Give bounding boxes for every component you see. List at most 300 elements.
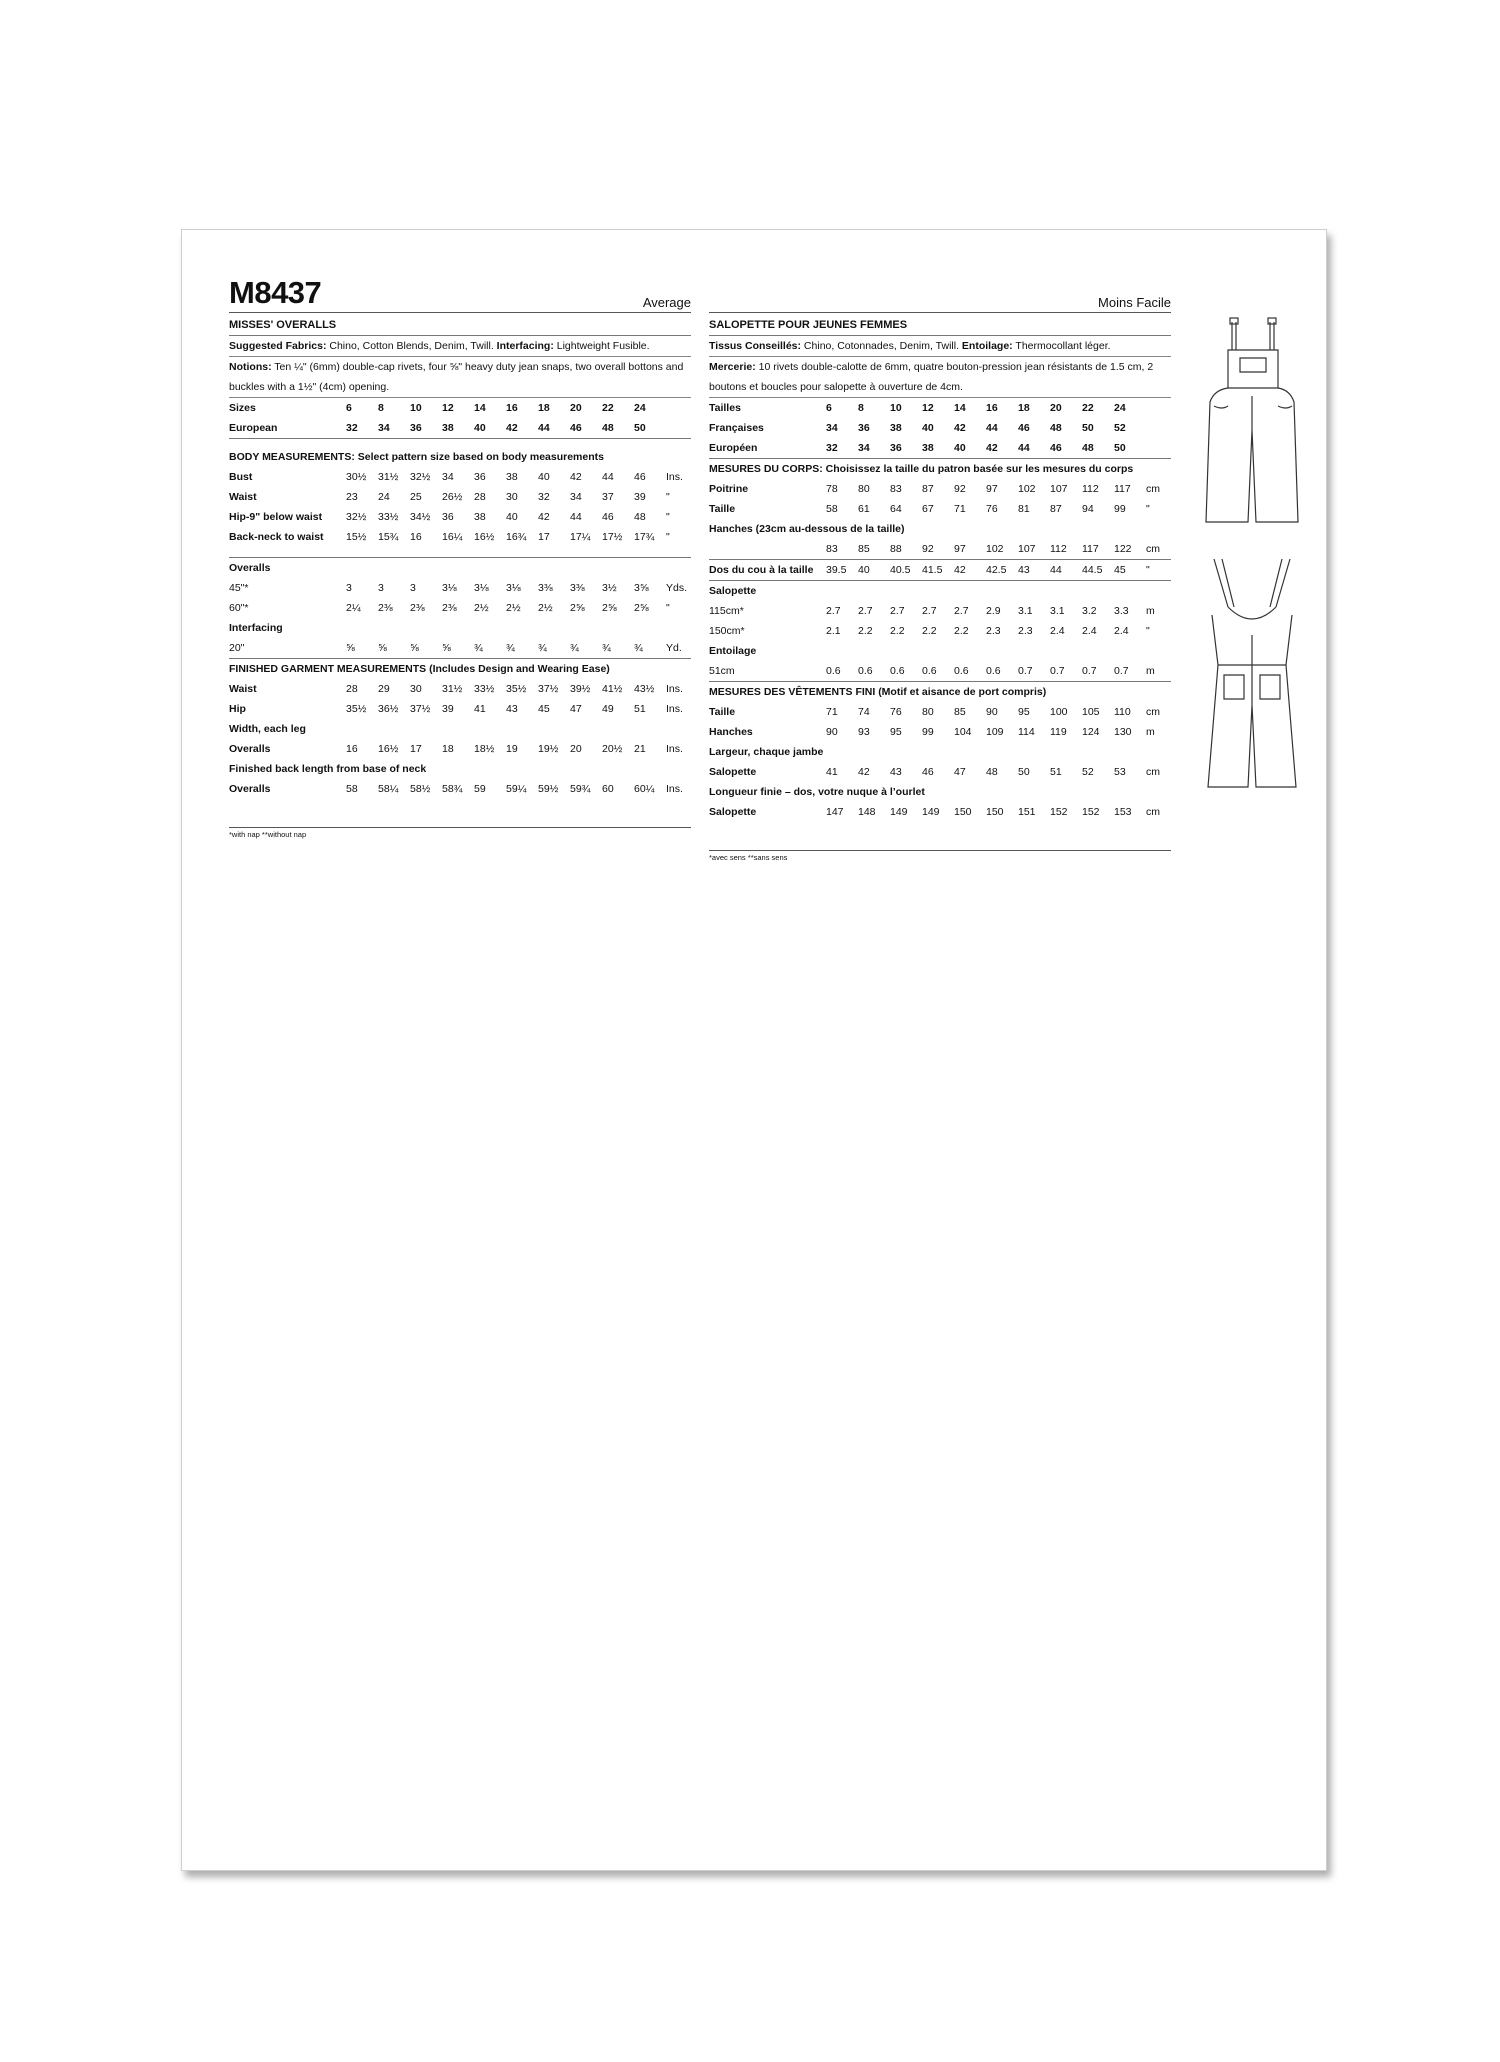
cell: ¾ bbox=[538, 642, 547, 654]
cell: 30½ bbox=[346, 471, 367, 483]
size-row bbox=[229, 398, 691, 418]
cell: 2.3 bbox=[986, 625, 1001, 637]
suggested-fabrics-fr bbox=[709, 336, 1171, 357]
cell: 24 bbox=[634, 402, 646, 414]
cell: 32½ bbox=[410, 471, 431, 483]
cell: 16 bbox=[346, 743, 358, 755]
overalls-back-drawing bbox=[1192, 555, 1312, 795]
cell: 17½ bbox=[602, 531, 623, 543]
cell: 51 bbox=[634, 703, 646, 715]
cell: 42 bbox=[954, 564, 966, 576]
cell: 59¾ bbox=[570, 783, 591, 795]
cell: 147 bbox=[826, 806, 844, 818]
cell: 58¼ bbox=[378, 783, 399, 795]
row-label: Européen bbox=[709, 442, 758, 454]
cell: 152 bbox=[1082, 806, 1100, 818]
cell: 44 bbox=[538, 422, 550, 434]
finished-back-row bbox=[229, 779, 691, 799]
cell: 58½ bbox=[410, 783, 431, 795]
cell: 83 bbox=[890, 483, 902, 495]
cell: 38 bbox=[890, 422, 902, 434]
cell: 112 bbox=[1050, 543, 1067, 555]
finished-hip-row-fr bbox=[709, 722, 1171, 742]
cell: 44 bbox=[1018, 442, 1030, 454]
cell: 10 bbox=[890, 402, 902, 414]
footnote: *with nap **without nap bbox=[229, 827, 691, 839]
interfacing-label-fr: Entoilage: bbox=[961, 340, 1013, 352]
cell: 20 bbox=[570, 743, 582, 755]
cell: 76 bbox=[890, 706, 902, 718]
cell: 2.2 bbox=[858, 625, 873, 637]
cell: 18½ bbox=[474, 743, 495, 755]
cell: 48 bbox=[1050, 422, 1062, 434]
bust-row bbox=[229, 467, 691, 487]
cell: 93 bbox=[858, 726, 870, 738]
cell: 88 bbox=[890, 543, 902, 555]
cell: 17 bbox=[410, 743, 422, 755]
cell: 94 bbox=[1082, 503, 1094, 515]
cell: 61 bbox=[858, 503, 870, 515]
interfacing-text-fr: Thermocollant léger. bbox=[1012, 340, 1111, 352]
difficulty-level: Average bbox=[642, 295, 691, 310]
cell: 107 bbox=[1018, 543, 1036, 555]
row-label: Tailles bbox=[709, 402, 741, 414]
cell: 148 bbox=[858, 806, 876, 818]
cell: 90 bbox=[826, 726, 838, 738]
cell: 50 bbox=[1082, 422, 1094, 434]
finished-measurements-title: FINISHED GARMENT MEASUREMENTS (Includes Design and Wearing Ease) bbox=[229, 663, 610, 675]
cell: 36 bbox=[858, 422, 870, 434]
cell: 2.7 bbox=[858, 605, 873, 617]
cell: 90 bbox=[986, 706, 998, 718]
cell: 30 bbox=[410, 683, 422, 695]
cell: 0.6 bbox=[890, 665, 905, 677]
cell: 2¼ bbox=[346, 602, 361, 614]
row-label: Salopette bbox=[709, 806, 757, 818]
cell: 3⅝ bbox=[634, 582, 649, 594]
cell: 43 bbox=[506, 703, 518, 715]
cell: 52 bbox=[1082, 766, 1094, 778]
cell: 32½ bbox=[346, 511, 367, 523]
cell: 100 bbox=[1050, 706, 1068, 718]
cell: 29 bbox=[378, 683, 390, 695]
cell: ⅝ bbox=[410, 642, 419, 654]
unit: Ins. bbox=[666, 471, 683, 483]
cell: 37 bbox=[602, 491, 614, 503]
cell: ¾ bbox=[634, 642, 643, 654]
row-label: 45"* bbox=[229, 582, 249, 594]
cell: 3⅛ bbox=[506, 582, 521, 594]
cell: 2.2 bbox=[922, 625, 937, 637]
cell: 48 bbox=[602, 422, 614, 434]
finished-width-row bbox=[229, 739, 691, 759]
header-row bbox=[229, 276, 691, 313]
cell: 43 bbox=[890, 766, 902, 778]
finished-measurements-title-fr: MESURES DES VÊTEMENTS FINI (Motif et aisance de port compris) bbox=[709, 686, 1047, 698]
unit: cm bbox=[1146, 543, 1160, 555]
yardage-115-row bbox=[709, 601, 1171, 621]
back-length-title: Finished back length from base of neck bbox=[229, 763, 427, 775]
cell: 0.6 bbox=[826, 665, 841, 677]
cell: 16½ bbox=[378, 743, 399, 755]
cell: 67 bbox=[922, 503, 934, 515]
cell: 40 bbox=[538, 471, 550, 483]
cell: 0.7 bbox=[1082, 665, 1097, 677]
cell: 2⅝ bbox=[570, 602, 585, 614]
cell: 2.7 bbox=[922, 605, 937, 617]
notions-text: Ten ¼" (6mm) double-cap rivets, four ⅝" heavy duty jean snaps, two overall bottons and buckles with a 1½" (4cm) opening. bbox=[229, 361, 684, 393]
cell: 41½ bbox=[602, 683, 623, 695]
width-leg-title: Width, each leg bbox=[229, 723, 306, 735]
garment-title-fr: SALOPETTE POUR JEUNES FEMMES bbox=[709, 313, 1171, 336]
cell: 124 bbox=[1082, 726, 1100, 738]
cell: 149 bbox=[922, 806, 940, 818]
row-label: Bust bbox=[229, 471, 253, 483]
cell: 50 bbox=[1114, 442, 1126, 454]
cell: 45 bbox=[538, 703, 550, 715]
cell: 41 bbox=[826, 766, 838, 778]
unit: cm bbox=[1146, 766, 1160, 778]
cell: 12 bbox=[922, 402, 934, 414]
cell: 2.7 bbox=[890, 605, 905, 617]
cell: 36 bbox=[410, 422, 422, 434]
unit: m bbox=[1146, 665, 1155, 677]
cell: 105 bbox=[1082, 706, 1100, 718]
unit: cm bbox=[1146, 483, 1160, 495]
cell: 35½ bbox=[506, 683, 527, 695]
cell: 95 bbox=[1018, 706, 1030, 718]
cell: 41 bbox=[474, 703, 486, 715]
cell: 107 bbox=[1050, 483, 1068, 495]
cell: 102 bbox=[1018, 483, 1036, 495]
cell: 18 bbox=[1018, 402, 1030, 414]
cell: 117 bbox=[1082, 543, 1099, 555]
cell: 40 bbox=[858, 564, 870, 576]
row-label: Back-neck to waist bbox=[229, 531, 324, 543]
cell: 34 bbox=[442, 471, 454, 483]
unit: Ins. bbox=[666, 783, 683, 795]
cell: 3.1 bbox=[1050, 605, 1065, 617]
cell: 10 bbox=[410, 402, 422, 414]
cell: 19½ bbox=[538, 743, 559, 755]
cell: 23 bbox=[346, 491, 358, 503]
cell: 153 bbox=[1114, 806, 1132, 818]
cell: 2.2 bbox=[954, 625, 969, 637]
cell: 74 bbox=[858, 706, 870, 718]
row-label: Overalls bbox=[229, 783, 271, 795]
cell: 49 bbox=[602, 703, 614, 715]
suggested-fabrics bbox=[229, 336, 691, 357]
cell: 20 bbox=[1050, 402, 1062, 414]
cell: 3 bbox=[378, 582, 384, 594]
interfacing-20-row bbox=[229, 638, 691, 658]
size-chart bbox=[229, 398, 691, 438]
cell: 0.7 bbox=[1018, 665, 1033, 677]
overalls-yardage-title: Overalls bbox=[229, 562, 271, 574]
cell: 152 bbox=[1050, 806, 1068, 818]
row-label: Sizes bbox=[229, 402, 256, 414]
cell: 2.9 bbox=[986, 605, 1001, 617]
cell: 58 bbox=[346, 783, 358, 795]
cell: 21 bbox=[634, 743, 646, 755]
row-label: Taille bbox=[709, 503, 736, 515]
hip-row-fr bbox=[709, 539, 1171, 559]
cell: 81 bbox=[1018, 503, 1030, 515]
cell: 39 bbox=[442, 703, 454, 715]
waist-row bbox=[229, 487, 691, 507]
cell: 87 bbox=[922, 483, 934, 495]
cell: 6 bbox=[826, 402, 832, 414]
cell: 15½ bbox=[346, 531, 367, 543]
cell: 8 bbox=[378, 402, 384, 414]
row-label: Hip bbox=[229, 703, 246, 715]
cell: 17¾ bbox=[634, 531, 655, 543]
cell: 42 bbox=[506, 422, 518, 434]
cell: 44 bbox=[986, 422, 998, 434]
cell: 38 bbox=[442, 422, 454, 434]
cell: 122 bbox=[1114, 543, 1132, 555]
cell: 44.5 bbox=[1082, 564, 1103, 576]
unit: m bbox=[1146, 605, 1155, 617]
cell: ⅝ bbox=[378, 642, 387, 654]
cell: 48 bbox=[986, 766, 998, 778]
cell: 24 bbox=[378, 491, 390, 503]
cell: 17 bbox=[538, 531, 550, 543]
cell: 47 bbox=[570, 703, 582, 715]
back-neck-row-fr bbox=[709, 559, 1171, 580]
cell: 22 bbox=[602, 402, 614, 414]
cell: 97 bbox=[954, 543, 966, 555]
interfacing-yardage-title-fr: Entoilage bbox=[709, 645, 757, 657]
cell: 97 bbox=[986, 483, 998, 495]
cell: 149 bbox=[890, 806, 908, 818]
row-label: Waist bbox=[229, 491, 257, 503]
unit: " bbox=[1146, 625, 1150, 637]
cell: 104 bbox=[954, 726, 972, 738]
cell: ¾ bbox=[506, 642, 515, 654]
cell: 19 bbox=[506, 743, 518, 755]
cell: 34 bbox=[826, 422, 838, 434]
cell: 3½ bbox=[602, 582, 617, 594]
cell: 36 bbox=[474, 471, 486, 483]
cell: 28 bbox=[346, 683, 358, 695]
unit: Yds. bbox=[666, 582, 688, 594]
cell: 2.4 bbox=[1082, 625, 1097, 637]
cell: 46 bbox=[922, 766, 934, 778]
cell: 46 bbox=[634, 471, 646, 483]
cell: 24 bbox=[1114, 402, 1126, 414]
cell: 2⅝ bbox=[602, 602, 617, 614]
row-label: Hip-9" below waist bbox=[229, 511, 323, 523]
unit: " bbox=[666, 491, 670, 503]
cell: 48 bbox=[634, 511, 646, 523]
cell: 32 bbox=[538, 491, 550, 503]
cell: 40.5 bbox=[890, 564, 911, 576]
bust-row-fr bbox=[709, 479, 1171, 499]
cell: 38 bbox=[922, 442, 934, 454]
row-label: Overalls bbox=[229, 743, 271, 755]
cell: 28 bbox=[474, 491, 486, 503]
cell: 45 bbox=[1114, 564, 1126, 576]
cell: 6 bbox=[346, 402, 352, 414]
unit: Ins. bbox=[666, 743, 683, 755]
cell: 42 bbox=[858, 766, 870, 778]
garment-title: MISSES' OVERALLS bbox=[229, 313, 691, 336]
body-measurements-title: BODY MEASUREMENTS: Select pattern size based on body measurements bbox=[229, 451, 604, 463]
finished-hip-row bbox=[229, 699, 691, 719]
cell: 0.7 bbox=[1050, 665, 1065, 677]
notions bbox=[229, 357, 691, 398]
pattern-number: M8437 bbox=[229, 275, 322, 310]
cell: 12 bbox=[442, 402, 454, 414]
interfacing-label: Interfacing: bbox=[496, 340, 554, 352]
unit: " bbox=[666, 531, 670, 543]
notions-label-fr: Mercerie: bbox=[709, 361, 756, 373]
european-row-fr bbox=[709, 438, 1171, 458]
unit: " bbox=[1146, 564, 1150, 576]
cell: 16 bbox=[410, 531, 422, 543]
cell: ¾ bbox=[474, 642, 483, 654]
cell: 46 bbox=[1018, 422, 1030, 434]
notions-label: Notions: bbox=[229, 361, 272, 373]
unit: Ins. bbox=[666, 683, 683, 695]
cell: 31½ bbox=[442, 683, 463, 695]
interfacing-yardage-title: Interfacing bbox=[229, 622, 283, 634]
cell: 42 bbox=[538, 511, 550, 523]
cell: 151 bbox=[1018, 806, 1036, 818]
cell: 2.1 bbox=[826, 625, 841, 637]
cell: 0.6 bbox=[922, 665, 937, 677]
cell: 87 bbox=[1050, 503, 1062, 515]
cell: ⅝ bbox=[442, 642, 451, 654]
cell: 3.2 bbox=[1082, 605, 1097, 617]
overalls-yardage-title-fr: Salopette bbox=[709, 585, 757, 597]
row-label: Taille bbox=[709, 706, 736, 718]
cell: 71 bbox=[954, 503, 966, 515]
finished-back-row-fr bbox=[709, 802, 1171, 822]
cell: 119 bbox=[1050, 726, 1067, 738]
cell: 80 bbox=[858, 483, 870, 495]
cell: 71 bbox=[826, 706, 838, 718]
cell: 112 bbox=[1082, 483, 1099, 495]
fabrics-label-fr: Tissus Conseillés: bbox=[709, 340, 802, 352]
cell: 39½ bbox=[570, 683, 591, 695]
cell: 38 bbox=[474, 511, 486, 523]
interfacing-text: Lightweight Fusible. bbox=[553, 340, 650, 352]
cell: 78 bbox=[826, 483, 838, 495]
unit: cm bbox=[1146, 806, 1160, 818]
cell: 2½ bbox=[538, 602, 553, 614]
cell: 92 bbox=[954, 483, 966, 495]
fabrics-text: Chino, Cotton Blends, Denim, Twill. bbox=[326, 340, 497, 352]
row-label: Hanches bbox=[709, 726, 753, 738]
cell: 39.5 bbox=[826, 564, 847, 576]
cell: 40 bbox=[474, 422, 486, 434]
row-label: 150cm* bbox=[709, 625, 745, 637]
cell: 16½ bbox=[474, 531, 495, 543]
cell: 99 bbox=[922, 726, 934, 738]
cell: 15¾ bbox=[378, 531, 399, 543]
cell: 43 bbox=[1018, 564, 1030, 576]
cell: 37½ bbox=[410, 703, 431, 715]
cell: 44 bbox=[602, 471, 614, 483]
french-column bbox=[709, 276, 1171, 862]
cell: 109 bbox=[986, 726, 1004, 738]
cell: 2.2 bbox=[890, 625, 905, 637]
hip-row bbox=[229, 507, 691, 527]
row-label: Waist bbox=[229, 683, 257, 695]
cell: 42.5 bbox=[986, 564, 1007, 576]
row-label: 20" bbox=[229, 642, 245, 654]
cell: 95 bbox=[890, 726, 902, 738]
cell: 64 bbox=[890, 503, 902, 515]
cell: 58¾ bbox=[442, 783, 463, 795]
cell: 20 bbox=[570, 402, 582, 414]
notions-fr bbox=[709, 357, 1171, 398]
cell: 42 bbox=[986, 442, 998, 454]
cell: 150 bbox=[986, 806, 1004, 818]
hip-title-fr: Hanches (23cm au-dessous de la taille) bbox=[709, 523, 905, 535]
cell: 34 bbox=[570, 491, 582, 503]
header-row-fr bbox=[709, 276, 1171, 313]
cell: 47 bbox=[954, 766, 966, 778]
cell: 150 bbox=[954, 806, 972, 818]
cell: 76 bbox=[986, 503, 998, 515]
english-column bbox=[229, 276, 691, 839]
body-measurements-title-fr: MESURES DU CORPS: Choisissez la taille du patron basée sur les mesures du corps bbox=[709, 463, 1134, 475]
cell: 14 bbox=[474, 402, 486, 414]
cell: 3⅛ bbox=[474, 582, 489, 594]
unit: m bbox=[1146, 726, 1155, 738]
yardage-45-row bbox=[229, 578, 691, 598]
cell: 22 bbox=[1082, 402, 1094, 414]
cell: 44 bbox=[1050, 564, 1062, 576]
cell: 48 bbox=[1082, 442, 1094, 454]
row-label: 51cm bbox=[709, 665, 735, 677]
cell: 18 bbox=[538, 402, 550, 414]
cell: 3⅜ bbox=[570, 582, 585, 594]
cell: 2⅝ bbox=[634, 602, 649, 614]
cell: 33½ bbox=[378, 511, 399, 523]
cell: 38 bbox=[506, 471, 518, 483]
cell: ¾ bbox=[570, 642, 579, 654]
cell: 3 bbox=[346, 582, 352, 594]
cell: 37½ bbox=[538, 683, 559, 695]
size-row-fr bbox=[709, 398, 1171, 418]
cell: 46 bbox=[570, 422, 582, 434]
cell: 58 bbox=[826, 503, 838, 515]
cell: 85 bbox=[858, 543, 870, 555]
cell: 2.7 bbox=[826, 605, 841, 617]
cell: 50 bbox=[1018, 766, 1030, 778]
yardage-150-row bbox=[709, 621, 1171, 641]
cell: 3.3 bbox=[1114, 605, 1129, 617]
cell: 0.6 bbox=[986, 665, 1001, 677]
finished-width-row-fr bbox=[709, 762, 1171, 782]
cell: 59¼ bbox=[506, 783, 527, 795]
cell: 59 bbox=[474, 783, 486, 795]
cell: 31½ bbox=[378, 471, 399, 483]
cell: 20½ bbox=[602, 743, 623, 755]
back-length-title-fr: Longueur finie – dos, votre nuque à l’ourlet bbox=[709, 786, 925, 798]
overalls-front-drawing bbox=[1192, 310, 1312, 530]
back-neck-row bbox=[229, 527, 691, 547]
cell: 2½ bbox=[474, 602, 489, 614]
unit: " bbox=[1146, 503, 1150, 515]
cell: 130 bbox=[1114, 726, 1132, 738]
european-row bbox=[229, 418, 691, 438]
unit: Yd. bbox=[666, 642, 682, 654]
